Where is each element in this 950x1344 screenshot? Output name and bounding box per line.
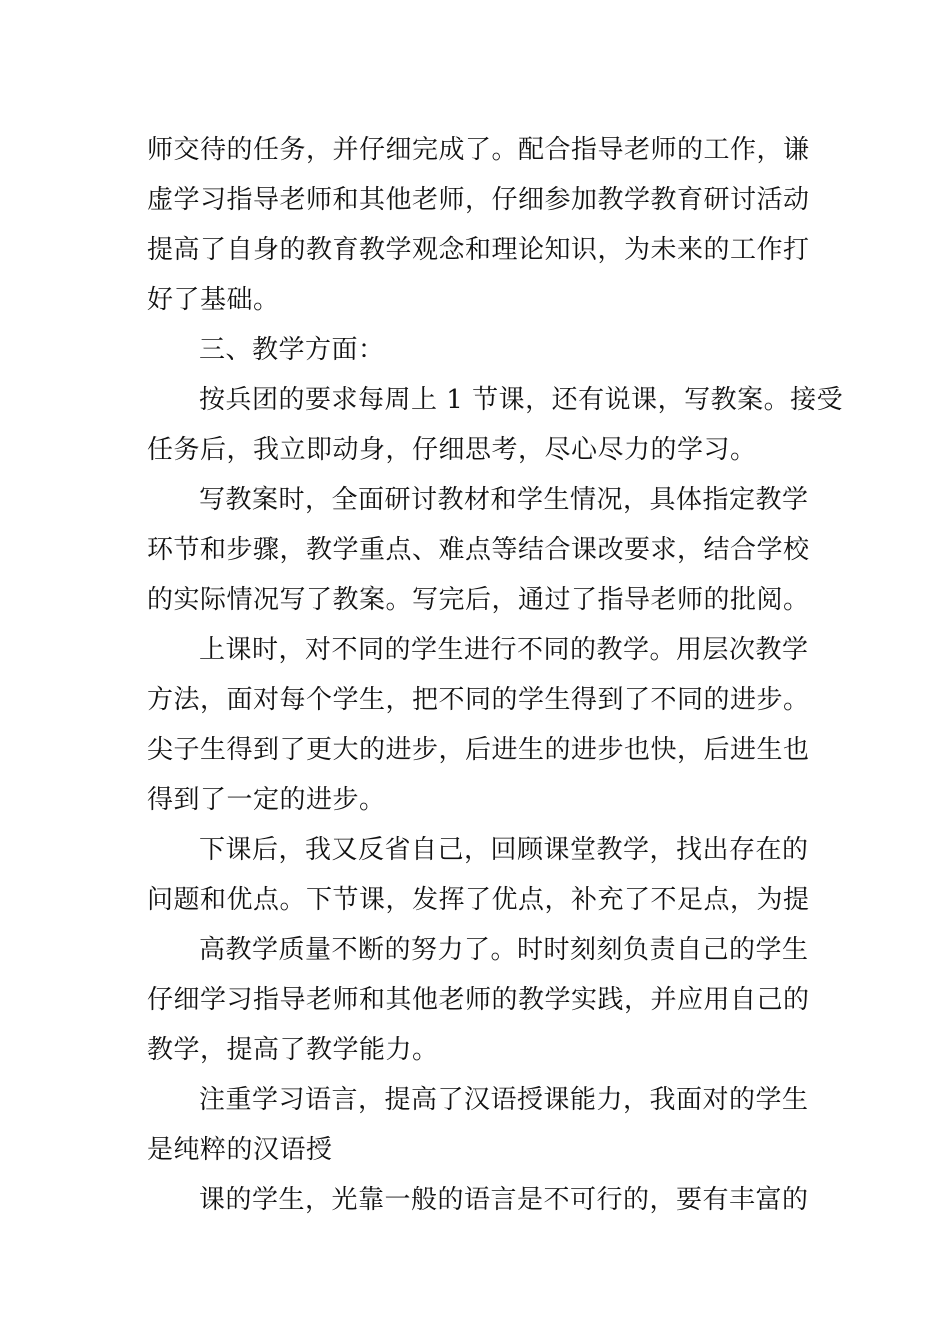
text-line: 尖子生得到了更大的进步，后进生的进步也快，后进生也	[147, 735, 810, 765]
text-line: 问题和优点。下节课，发挥了优点，补充了不足点，为提	[147, 885, 810, 915]
text-line: 虚学习指导老师和其他老师，仔细参加教学教育研讨活动	[147, 185, 810, 215]
text-line: 课的学生，光靠一般的语言是不可行的，要有丰富的	[199, 1185, 809, 1215]
text-line: 环节和步骤，教学重点、难点等结合课改要求，结合学校	[147, 535, 810, 565]
section-heading: 三、教学方面：	[199, 335, 385, 365]
text-line: 仔细学习指导老师和其他老师的教学实践，并应用自己的	[147, 985, 810, 1015]
text-line: 写教案时，全面研讨教材和学生情况，具体指定教学	[199, 485, 809, 515]
text-line: 注重学习语言，提高了汉语授课能力，我面对的学生	[199, 1085, 809, 1115]
text-line: 是纯粹的汉语授	[147, 1135, 333, 1165]
text-line: 任务后，我立即动身，仔细思考，尽心尽力的学习。	[147, 435, 757, 465]
text-line: 教学，提高了教学能力。	[147, 1035, 439, 1065]
text-line: 提高了自身的教育教学观念和理论知识，为未来的工作打	[147, 235, 810, 265]
text-line: 上课时，对不同的学生进行不同的教学。用层次教学	[199, 635, 809, 665]
text-line: 方法，面对每个学生，把不同的学生得到了不同的进步。	[147, 685, 810, 715]
text-line: 得到了一定的进步。	[147, 785, 386, 815]
text-line: 的实际情况写了教案。写完后，通过了指导老师的批阅。	[147, 585, 810, 615]
text-line: 好了基础。	[147, 285, 280, 315]
text-line: 高教学质量不断的努力了。时时刻刻负责自己的学生	[199, 935, 809, 965]
text-line: 师交待的任务，并仔细完成了。配合指导老师的工作，谦	[147, 135, 810, 165]
text-line: 按兵团的要求每周上 1 节课，还有说课，写教案。接受	[199, 385, 844, 415]
text-line: 下课后，我又反省自己，回顾课堂教学，找出存在的	[199, 835, 809, 865]
